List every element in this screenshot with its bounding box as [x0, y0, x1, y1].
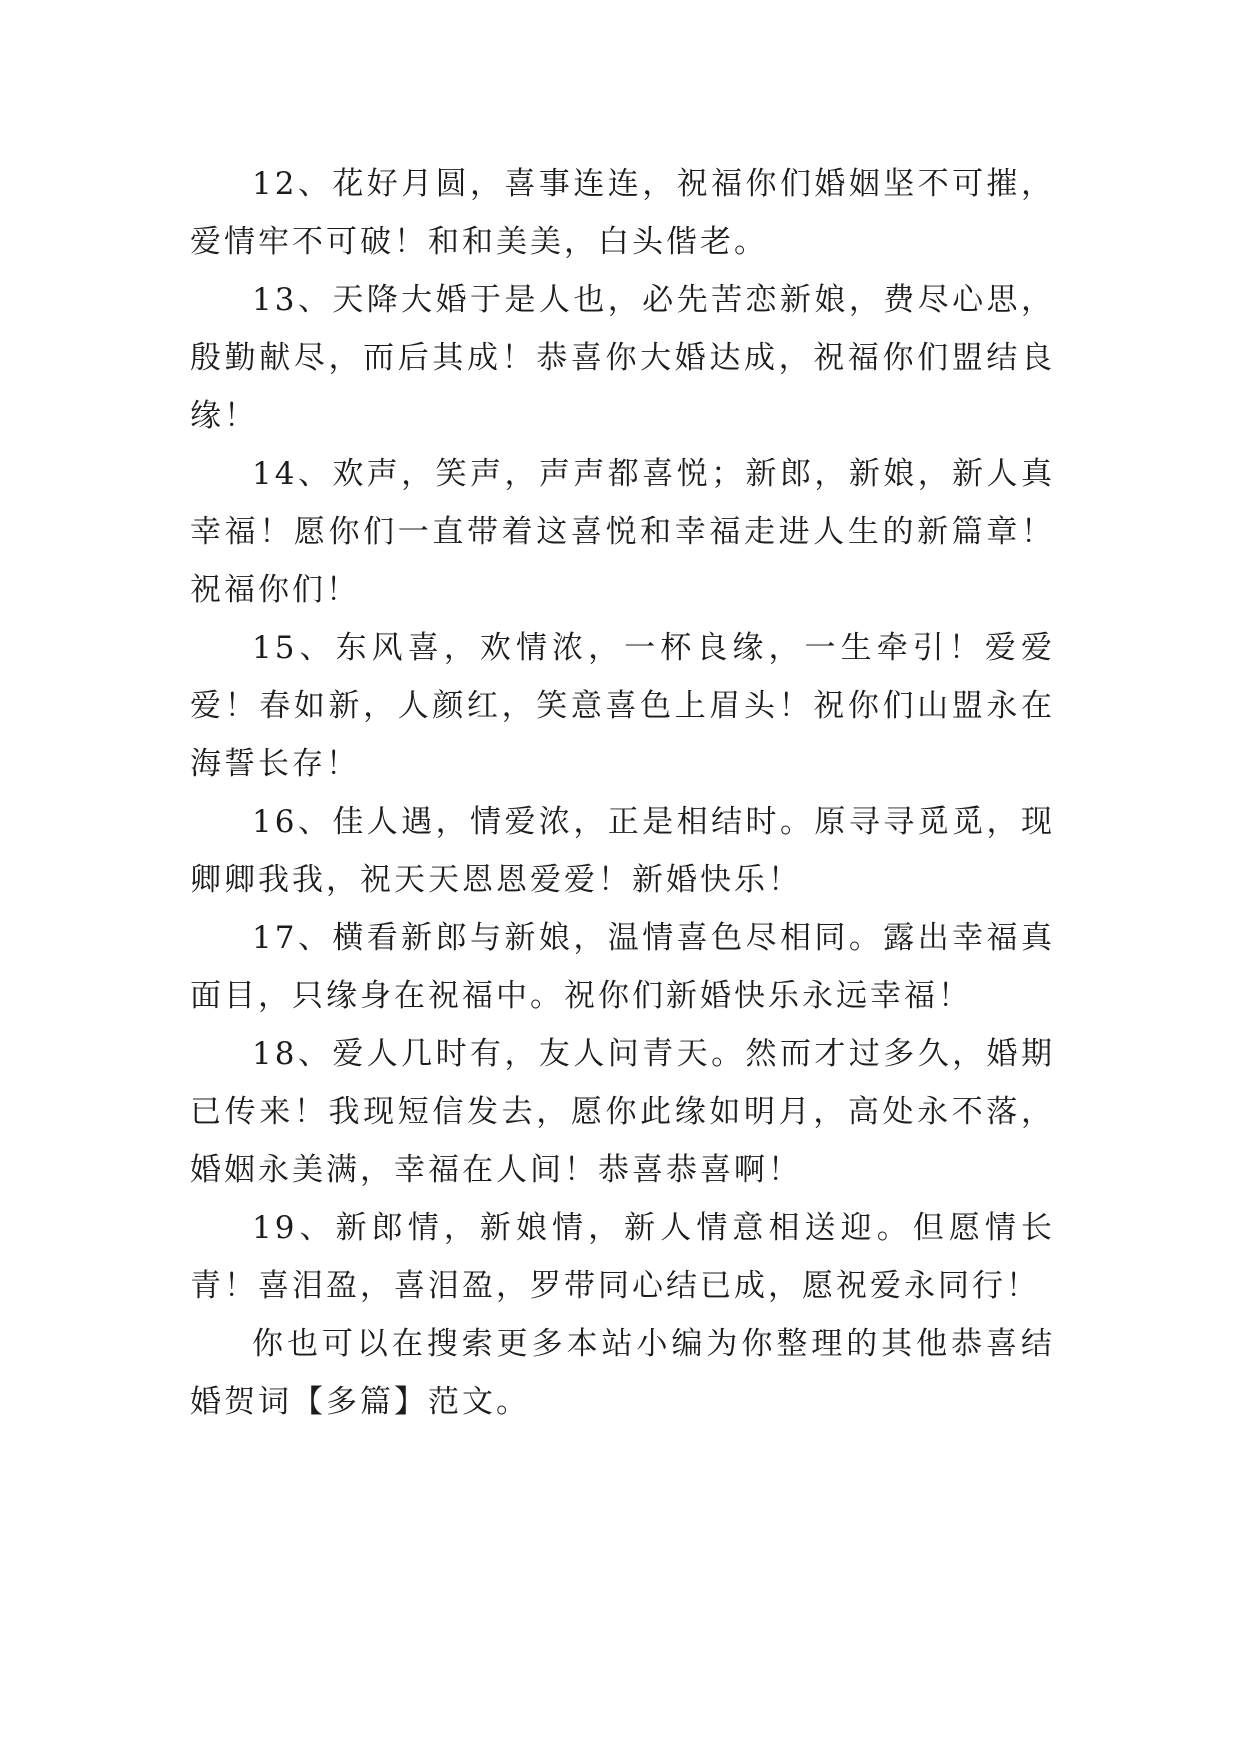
paragraph-blessing-12: 12、花好月圆，喜事连连，祝福你们婚姻坚不可摧，爱情牢不可破！和和美美，白头偕老。 — [190, 166, 1055, 260]
paragraph-blessing-13: 13、天降大婚于是人也，必先苦恋新娘，费尽心思，殷勤献尽，而后其成！恭喜你大婚达成，祝福你们盟结良缘！ — [190, 282, 1055, 434]
paragraph-blessing-15: 15、东风喜，欢情浓，一杯良缘，一生牵引！爱爱爱！春如新，人颜红，笑意喜色上眉头！祝你们山盟永在海誓长存！ — [190, 630, 1055, 782]
paragraph-blessing-19: 19、新郎情，新娘情，新人情意相送迎。但愿情长青！喜泪盈，喜泪盈，罗带同心结已成，愿祝爱永同行！ — [190, 1210, 1055, 1304]
paragraph-blessing-14: 14、欢声，笑声，声声都喜悦；新郎，新娘，新人真幸福！愿你们一直带着这喜悦和幸福走进人生的新篇章！祝福你们！ — [190, 456, 1055, 608]
paragraph-blessing-17: 17、横看新郎与新娘，温情喜色尽相同。露出幸福真面目，只缘身在祝福中。祝你们新婚快乐永远幸福！ — [190, 920, 1055, 1014]
paragraph-blessing-18: 18、爱人几时有，友人问青天。然而才过多久，婚期已传来！我现短信发去，愿你此缘如明月，高处永不落，婚姻永美满，幸福在人间！恭喜恭喜啊！ — [190, 1036, 1055, 1188]
document-body — [190, 155, 1055, 1431]
paragraph-blessing-16: 16、佳人遇，情爱浓，正是相结时。原寻寻觅觅，现卿卿我我，祝天天恩恩爱爱！新婚快乐！ — [190, 804, 1055, 898]
paragraph-closing-note: 你也可以在搜索更多本站小编为你整理的其他恭喜结婚贺词【多篇】范文。 — [190, 1326, 1055, 1420]
